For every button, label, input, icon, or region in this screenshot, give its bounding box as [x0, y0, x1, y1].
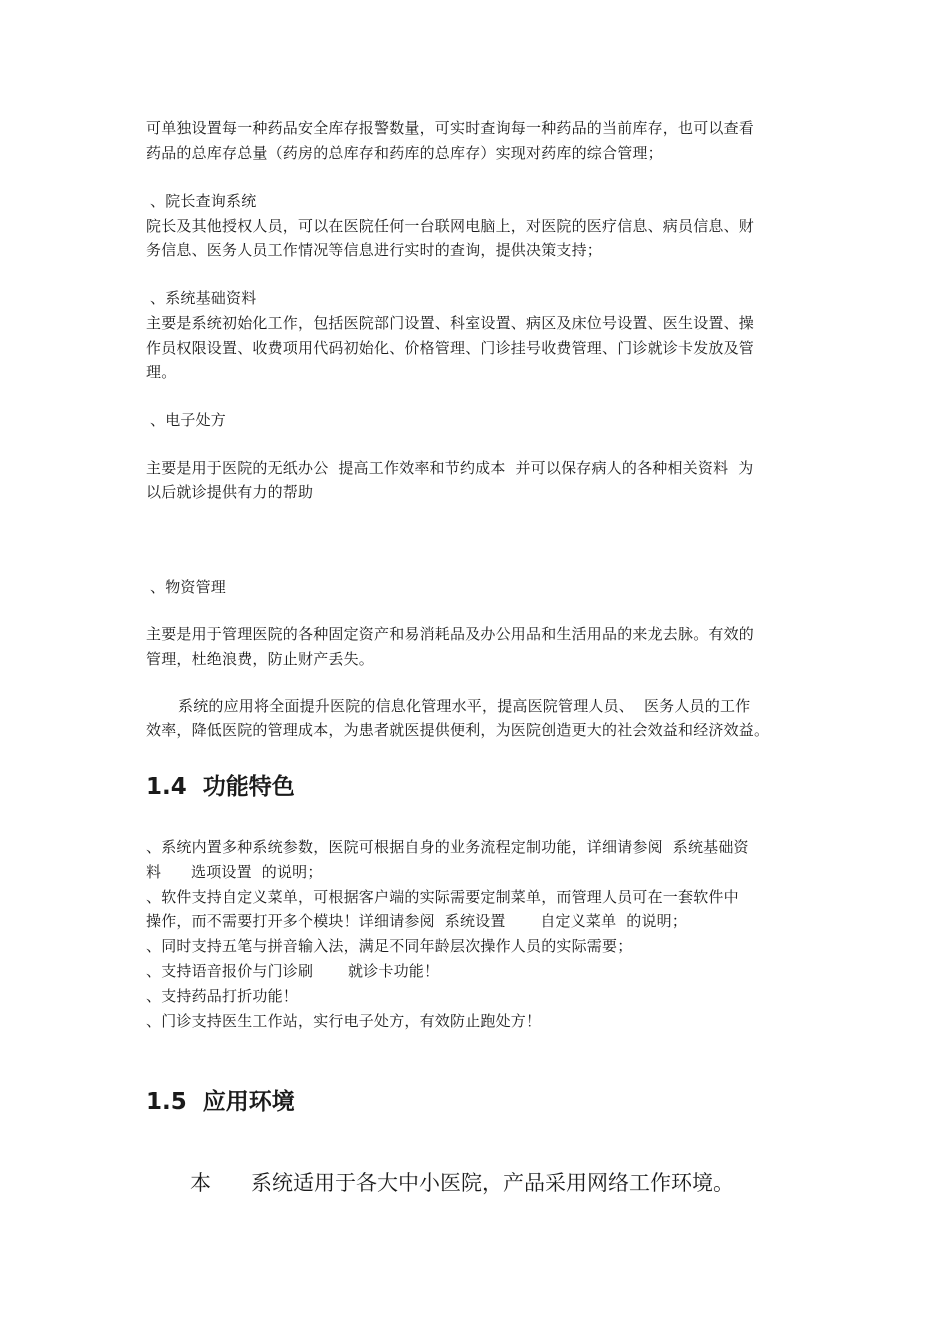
- section-title: 、系统基础资料: [150, 289, 257, 307]
- paragraph-line: 主要是用于管理医院的各种固定资产和易消耗品及办公用品和生活用品的来龙去脉。有效的: [146, 625, 755, 643]
- feature-line: 、门诊支持医生工作站，实行电子处方，有效防止跑处方！: [146, 1012, 542, 1030]
- feature-line: 、支持语音报价与门诊刷 就诊卡功能！: [146, 962, 440, 980]
- feature-line: 、支持药品打折功能！: [146, 987, 299, 1005]
- feature-line: 、系统内置多种系统参数，医院可根据自身的业务流程定制功能，详细请参阅 系统基础资: [146, 838, 749, 856]
- section-title: 、院长查询系统: [150, 192, 257, 210]
- environment-text: 本 系统适用于各大中小医院，产品采用网络工作环境。: [190, 1171, 735, 1195]
- paragraph-line: 可单独设置每一种药品安全库存报警数量，可实时查询每一种药品的当前库存，也可以查看: [146, 119, 755, 137]
- paragraph-line: 主要是用于医院的无纸办公 提高工作效率和节约成本 并可以保存病人的各种相关资料 为: [146, 459, 754, 477]
- feature-line: 、同时支持五笔与拼音输入法，满足不同年龄层次操作人员的实际需要；: [146, 937, 633, 955]
- paragraph-line: 务信息、医务人员工作情况等信息进行实时的查询，提供决策支持；: [146, 241, 603, 259]
- paragraph-line: 理。: [146, 363, 177, 381]
- section-heading: 1.4 功能特色: [146, 774, 295, 800]
- feature-line: 料 选项设置 的说明；: [146, 863, 323, 881]
- paragraph-line: 以后就诊提供有力的帮助: [146, 483, 314, 501]
- feature-line: 操作，而不需要打开多个模块！详细请参阅 系统设置 自定义菜单 的说明；: [146, 912, 688, 930]
- paragraph-line: 作员权限设置、收费项用代码初始化、价格管理、门诊挂号收费管理、门诊就诊卡发放及管: [146, 339, 755, 357]
- paragraph-line: 药品的总库存总量（药房的总库存和药库的总库存）实现对药库的综合管理；: [146, 144, 663, 162]
- paragraph-line: 系统的应用将全面提升医院的信息化管理水平，提高医院管理人员、 医务人员的工作: [178, 697, 751, 715]
- paragraph-line: 管理，杜绝浪费，防止财产丢失。: [146, 650, 375, 668]
- section-heading: 1.5 应用环境: [146, 1089, 295, 1115]
- paragraph-line: 院长及其他授权人员，可以在医院任何一台联网电脑上，对医院的医疗信息、病员信息、财: [146, 217, 755, 235]
- section-title: 、电子处方: [150, 411, 227, 429]
- paragraph-line: 主要是系统初始化工作，包括医院部门设置、科室设置、病区及床位号设置、医生设置、操: [146, 314, 755, 332]
- feature-line: 、软件支持自定义菜单，可根据客户端的实际需要定制菜单，而管理人员可在一套软件中: [146, 888, 739, 906]
- section-title: 、物资管理: [150, 578, 227, 596]
- paragraph-line: 效率，降低医院的管理成本，为患者就医提供便利，为医院创造更大的社会效益和经济效益。: [146, 721, 770, 739]
